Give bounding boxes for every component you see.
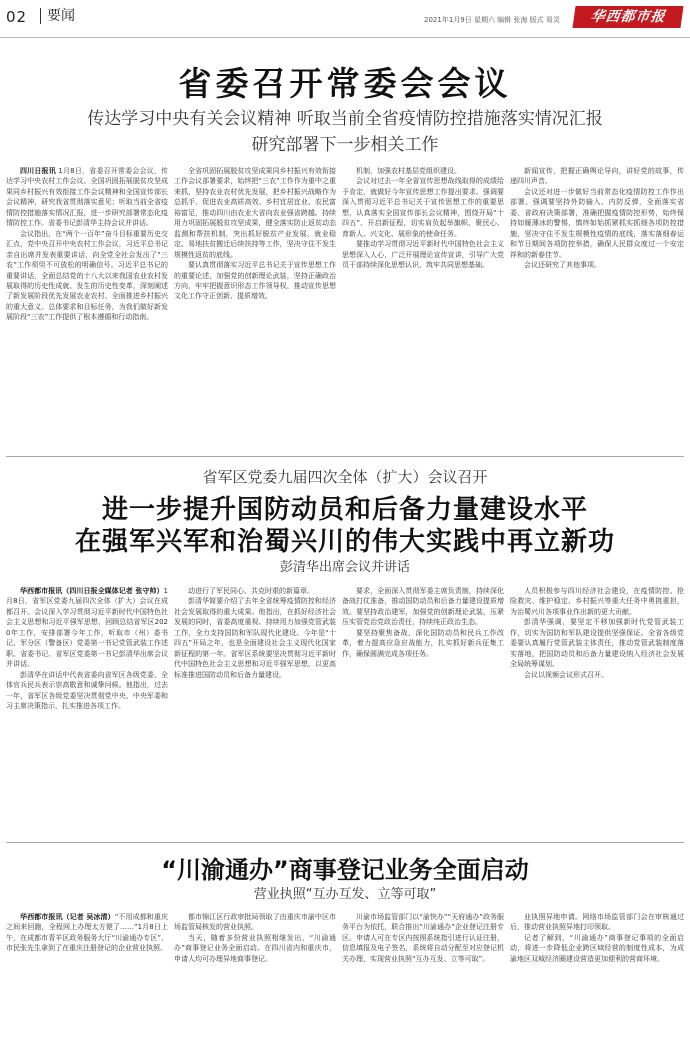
article1-paragraph: 会议还研究了其他事项。 <box>524 261 601 270</box>
article2-paragraph: 1月8日，省军区党委九届四次全体（扩大）会议在成都召开。会议深入学习贯彻习近平新时代中国特色社会主义思想和习近平强军思想，回顾总结省军区2020年工作，安排部署今年工作，听取市（州）委书记、军分区（警备区）党委第一书记党管武装工作述职。省委书记、省军区党委第一书记彭清华出席会议并讲话。 <box>6 587 168 669</box>
article3-headline: “川渝通办”商事登记业务全面启动 <box>161 856 529 884</box>
article2-column-3 <box>342 586 504 836</box>
article2-column-4 <box>510 586 684 836</box>
article2-paragraph: 要求，全面深入贯彻军委主席负责制，持续深化备战打仗准备，推动国防动员和后备力量建设提质增效。要坚持政治建军，加强党的创新理论武装，压紧压实管党治党政治责任，持续纯正政治生态。 <box>342 587 504 627</box>
article1-paragraph: 要推动学习贯彻习近平新时代中国特色社会主义思想深入人心，广泛开展理论宣传宣讲，引导广大党员干部持续深化思想认识，筑牢共同思想基础。 <box>342 240 504 270</box>
article2-headline-line1: 进一步提升国防动员和后备力量建设水平 <box>101 495 588 525</box>
article1-column-4 <box>510 166 684 450</box>
article3-column-4 <box>510 912 684 1046</box>
article1-dateline: 四川日报讯 <box>20 167 56 175</box>
section-name: 要闻 <box>40 8 75 24</box>
article3-paragraph: 当天，随着多份营业执照相继发出，“川渝通办”商事登记业务全面启动。在四川省内和重庆市，申请人均可办理异地商事登记。 <box>174 933 336 963</box>
article1-column-3 <box>342 166 504 450</box>
article2-column-2 <box>174 586 336 836</box>
article2-kicker: 省军区党委九届四次全体（扩大）会议召开 <box>202 468 488 486</box>
article2-column-1 <box>6 586 168 836</box>
article2-headline-line2: 在强军兴军和治蜀兴川的伟大实践中再立新功 <box>74 527 615 557</box>
article2-paragraph: 彭清华简要介绍了去年全省统筹疫情防控和经济社会发展取得的重大成果。他指出，在抓好经济社会发展的同时，省委高度重视、持续用力加强党管武装工作，全力支持国防和军队现代化建设。今年是“十四五”开局之年，也是全面建设社会主义现代化国家新征程的第一年。省军区系统要坚决贯彻习近平新时代中国特色社会主义思想和习近平强军思想，以更高标准推进国防动员和后备力量建设。 <box>174 597 336 679</box>
article2-subtitle: 彭清华出席会议并讲话 <box>279 560 410 575</box>
article2-paragraph: 彭清华在讲话中代表省委向省军区各级党委、全体官兵民兵表示崇高敬意和诚挚问候。他指出，过去一年，省军区各级党委坚决贯彻党中央、中央军委和习主席决策指示，扎实推进各项工作。 <box>6 670 168 710</box>
article3-dateline: 华西都市报讯（记者 吴冰清） <box>20 913 115 921</box>
article1-paragraph: 1月8日，省委召开常委会会议，传达学习中央农村工作会议、全国巩固拓展脱贫攻坚成果同乡村振兴有效衔接工作会议精神和全国宣传部长会议精神，研究我省贯彻落实意见；听取当前全省疫情防控措施落实情况汇报，进一步研究部署常态化疫情防控工作。省委书记彭清华主持会议并讲话。 <box>6 167 168 228</box>
article1-paragraph: 会议指出，在“两个一百年”奋斗目标重要历史交汇点，党中央召开中央农村工作会议，习近平总书记亲自出席并发表重要讲话，向全党全社会发出了“三农”工作须臾不可放松的明确信号。习近平总书记的重要讲话，全面总结党的十八大以来我国农业农村发展取得的历史性成就、发生的历史性变革，深刻阐述了新发展阶段优先发展农业农村、全面推进乡村振兴的重大意义、总体要求和目标任务，为我们做好新发展阶段“三农”工作提供了根本遵循和行动指南。 <box>6 229 168 322</box>
article2-paragraph: 会议以视频会议形式召开。 <box>524 670 608 679</box>
article3-column-3 <box>342 912 504 1046</box>
article1-column-2 <box>174 166 336 450</box>
article2-dateline: 华西都市报讯（四川日报全媒体记者 张守帅） <box>20 587 164 595</box>
article2-paragraph: 彭清华强调，要坚定不移加强新时代党管武装工作，切实为国防和军队建设提供坚强保证。全省各级党委要认真履行党管武装主体责任，推动党管武装制度落实落地，把国防动员和后备力量建设纳入经济社会发展全局统筹谋划。 <box>510 618 684 669</box>
section-divider <box>6 842 684 843</box>
article2-paragraph: 人员积极参与四川经济社会建设，在疫情防控、抢险救灾、维护稳定、乡村振兴等重大任务中勇挑重担，为治蜀兴川各项事业作出新的更大贡献。 <box>510 587 684 616</box>
article2-paragraph: 要坚持聚焦备战，深化国防动员和民兵工作改革，着力提高应急应战能力，扎实抓好新兵征集工作，确保圆满完成各项任务。 <box>342 628 504 658</box>
article1-paragraph: 要认真贯彻落实习近平总书记关于宣传思想工作的重要论述，加强党的创新理论武装，坚持正确政治方向，牢牢把握意识形态工作领导权，推动宣传思想文化工作守正创新、提质增效。 <box>174 261 336 301</box>
article3-paragraph: 业执照异地申请。网络市场监管部门会在审核通过后，推动营业执照异地打印领取。 <box>510 913 684 932</box>
article3-paragraph: 记者了解到，“川渝通办”商事登记事项的全面启动，将进一步降低企业跨区域经营的制度性成本，为成渝地区双城经济圈建设营造更加便利的营商环境。 <box>510 933 684 963</box>
article3-paragraph: 都市锦江区行政审批局领取了由重庆市渝中区市场监管局核发的营业执照。 <box>174 913 336 932</box>
article2-paragraph: 动进行了军民同心、共克时艰的新篇章。 <box>188 587 314 595</box>
article3-paragraph: 川渝市场监管部门以“渝快办”“天府通办”政务服务平台为依托，联合推出“川渝通办”企业登记注册专区。申请人可在专区内按照系统指引进行认证注册，信息填报及电子签名，系统将自动分配至对应登记机关办理，实现营业执照“互办互发、立等可取”。 <box>342 913 504 963</box>
article1-paragraph: 会议对过去一年全省宣传思想战线取得的成绩给予肯定，就做好今年宣传思想工作提出要求。强调要深入贯彻习近平总书记关于宣传思想工作的重要思想，认真落实全国宣传部长会议精神，围绕开局“十四五”、开启新征程，切实肩负起举旗帜、聚民心、育新人、兴文化、展形象的使命任务。 <box>342 177 504 238</box>
article3-column-1 <box>6 912 168 1046</box>
article1-headline: 省委召开常委会会议 <box>178 64 512 103</box>
article1-paragraph: 会议还对进一步做好当前常态化疫情防控工作作出部署。强调要坚持外防输入、内防反弹，全面落实省委、省政府决策部署，准确把握疫情防控形势，始终保持如履薄冰的警惕，慎终如始抓紧抓实抓细各项防控措施，坚决守住不发生规模性疫情的底线，落实落细春运和节日期间各项防控举措，确保人民群众度过一个安定祥和的新春佳节。 <box>510 187 684 259</box>
issue-meta: 2021年1月9日 星期六 编辑 张海 版式 易灵 <box>424 16 560 24</box>
section-divider <box>6 456 684 457</box>
article1-deck-line1: 传达学习中央有关会议精神 听取当前全省疫情防控措施落实情况汇报 <box>87 109 603 129</box>
article1-column-1 <box>6 166 168 450</box>
article1-paragraph: 机制，加强农村基层党组织建设。 <box>356 167 461 175</box>
article1-paragraph: 全省巩固拓展脱贫攻坚成果同乡村振兴有效衔接工作会议部署要求，始终把“三农”工作作为重中之重来抓，坚持农业农村优先发展，把乡村振兴战略作为总抓手，促进农业高质高效、乡村宜居宜业、农民富裕富足，推动四川由农业大省向农业强省跨越。持续用力巩固拓展脱贫攻坚成果，健全落实防止返贫动态监测和帮扶机制，突出抓好脱贫产业发展、就业稳定、易地扶贫搬迁后续扶持等工作，坚决守住不发生规模性返贫的底线。 <box>174 167 336 259</box>
masthead-logo: 华西都市报 <box>572 6 683 28</box>
page-header <box>0 0 690 38</box>
article3-column-2 <box>174 912 336 1046</box>
page-number: 02 <box>6 8 28 26</box>
article3-subtitle: 营业执照“互办互发、立等可取” <box>253 887 437 902</box>
article1-deck-line2: 研究部署下一步相关工作 <box>251 135 439 155</box>
article1-paragraph: 新闻宣传，把握正确舆论导向，讲好党的故事，传递四川声音。 <box>510 167 684 186</box>
article3-paragraph: “不用成都和重庆之间来回跑，全程网上办理太方便了……”1月8日上午，在成都市青羊区政务服务大厅“川渝通办专区”，市民张先生拿到了在重庆注册登记的企业营业执照。 <box>6 913 168 953</box>
